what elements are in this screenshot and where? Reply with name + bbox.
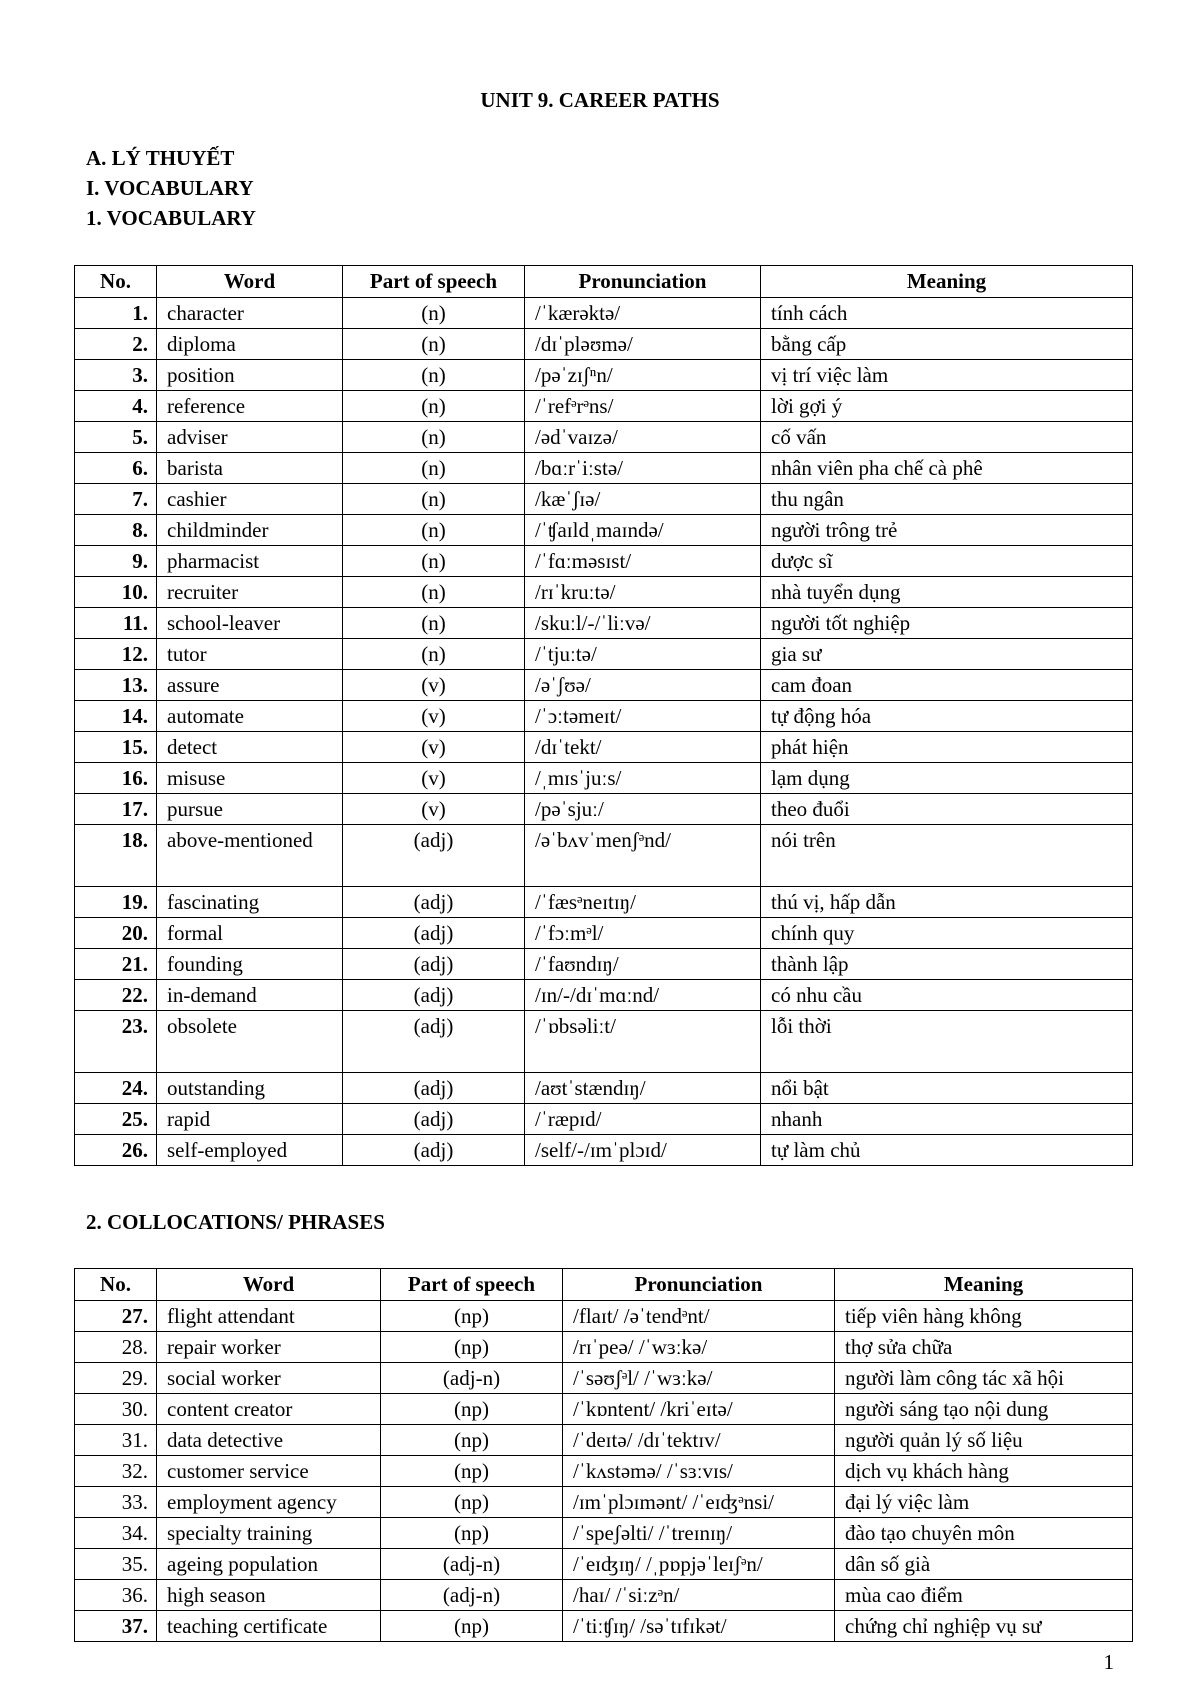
table-row [75,825,1133,887]
row-number: 6. [75,453,157,484]
row-number: 16. [75,763,157,794]
row-meaning: người tốt nghiệp [761,608,1133,639]
row-part-of-speech: (adj) [343,1104,525,1135]
row-meaning: lạm dụng [761,763,1133,794]
row-number: 9. [75,546,157,577]
table-row [75,980,1133,1011]
row-word: position [157,360,343,391]
header-meaning: Meaning [761,266,1133,298]
row-number: 36. [75,1580,157,1611]
table-row [75,1487,1133,1518]
row-pronunciation: /ˈspeʃəlti/ /ˈtreɪnɪŋ/ [563,1518,835,1549]
row-pronunciation: /ˈfæsᵊneɪtɪŋ/ [525,887,761,918]
row-part-of-speech: (adj-n) [381,1580,563,1611]
table-row [75,670,1133,701]
header-part-of-speech: Part of speech [381,1269,563,1301]
row-meaning: người quản lý số liệu [835,1425,1133,1456]
row-number: 31. [75,1425,157,1456]
row-meaning: thú vị, hấp dẫn [761,887,1133,918]
table-row [75,701,1133,732]
row-meaning: thợ sửa chữa [835,1332,1133,1363]
table-row [75,391,1133,422]
row-meaning: chứng chỉ nghiệp vụ sư [835,1611,1133,1642]
row-pronunciation: /ˈkɒntent/ /kriˈeɪtə/ [563,1394,835,1425]
row-part-of-speech: (adj) [343,980,525,1011]
row-pronunciation: /dɪˈpləʊmə/ [525,329,761,360]
row-word: school-leaver [157,608,343,639]
section-heading-vocabulary: I. VOCABULARY [86,176,254,200]
row-number: 18. [75,825,157,887]
table-row [75,484,1133,515]
table-row [75,546,1133,577]
row-number: 26. [75,1135,157,1166]
row-meaning: người trông trẻ [761,515,1133,546]
row-number: 7. [75,484,157,515]
row-meaning: mùa cao điểm [835,1580,1133,1611]
row-meaning: nhanh [761,1104,1133,1135]
row-word: self-employed [157,1135,343,1166]
row-number: 8. [75,515,157,546]
table-row [75,887,1133,918]
table-row [75,360,1133,391]
row-word: founding [157,949,343,980]
row-pronunciation: /ˈtjuːtə/ [525,639,761,670]
header-part-of-speech: Part of speech [343,266,525,298]
row-word: ageing population [157,1549,381,1580]
row-meaning: có nhu cầu [761,980,1133,1011]
row-word: rapid [157,1104,343,1135]
row-word: cashier [157,484,343,515]
row-part-of-speech: (adj-n) [381,1549,563,1580]
row-part-of-speech: (adj) [343,887,525,918]
row-part-of-speech: (n) [343,391,525,422]
row-part-of-speech: (n) [343,329,525,360]
row-word: reference [157,391,343,422]
row-part-of-speech: (np) [381,1611,563,1642]
row-pronunciation: /əˈʃʊə/ [525,670,761,701]
row-number: 10. [75,577,157,608]
row-number: 23. [75,1011,157,1073]
row-number: 35. [75,1549,157,1580]
row-word: misuse [157,763,343,794]
row-pronunciation: /ˈʧaɪldˌmaɪndə/ [525,515,761,546]
row-number: 5. [75,422,157,453]
row-part-of-speech: (np) [381,1425,563,1456]
row-pronunciation: /ɪn/-/dɪˈmɑːnd/ [525,980,761,1011]
row-pronunciation: /rɪˈkruːtə/ [525,577,761,608]
row-part-of-speech: (n) [343,422,525,453]
row-number: 19. [75,887,157,918]
row-meaning: đại lý việc làm [835,1487,1133,1518]
row-pronunciation: /flaɪt/ /əˈtendᵊnt/ [563,1301,835,1332]
row-word: character [157,298,343,329]
row-number: 11. [75,608,157,639]
row-pronunciation: /kæˈʃɪə/ [525,484,761,515]
row-part-of-speech: (np) [381,1456,563,1487]
row-pronunciation: /ədˈvaɪzə/ [525,422,761,453]
row-word: pursue [157,794,343,825]
row-word: in-demand [157,980,343,1011]
table-row [75,949,1133,980]
row-pronunciation: /skuːl/-/ˈliːvə/ [525,608,761,639]
row-pronunciation: /ˈfɔːmᵊl/ [525,918,761,949]
row-word: tutor [157,639,343,670]
row-meaning: thành lập [761,949,1133,980]
row-word: detect [157,732,343,763]
row-word: adviser [157,422,343,453]
row-part-of-speech: (n) [343,515,525,546]
row-number: 13. [75,670,157,701]
row-pronunciation: /ˈɔːtəmeɪt/ [525,701,761,732]
row-pronunciation: /ˈeɪʤɪŋ/ /ˌpɒpjəˈleɪʃᵊn/ [563,1549,835,1580]
table-row [75,1580,1133,1611]
table-row [75,453,1133,484]
row-pronunciation: /ˈdeɪtə/ /dɪˈtektɪv/ [563,1425,835,1456]
row-part-of-speech: (n) [343,577,525,608]
page-title: UNIT 9. CAREER PATHS [480,88,720,112]
table-row [75,1394,1133,1425]
row-meaning: đào tạo chuyên môn [835,1518,1133,1549]
row-part-of-speech: (v) [343,732,525,763]
row-number: 30. [75,1394,157,1425]
row-pronunciation: /pəˈzɪʃⁿn/ [525,360,761,391]
row-word: data detective [157,1425,381,1456]
collocations-table [74,1268,1133,1642]
row-word: customer service [157,1456,381,1487]
row-number: 28. [75,1332,157,1363]
row-pronunciation: /aʊtˈstændɪŋ/ [525,1073,761,1104]
row-meaning: dịch vụ khách hàng [835,1456,1133,1487]
row-word: obsolete [157,1011,343,1073]
page-number: 1 [1103,1650,1114,1674]
row-meaning: chính quy [761,918,1133,949]
table-row [75,1456,1133,1487]
table-row [75,1332,1133,1363]
row-number: 25. [75,1104,157,1135]
row-part-of-speech: (v) [343,763,525,794]
row-meaning: người làm công tác xã hội [835,1363,1133,1394]
table-row [75,515,1133,546]
row-word: teaching certificate [157,1611,381,1642]
table-row [75,918,1133,949]
table-row [75,577,1133,608]
table-row [75,298,1133,329]
row-pronunciation: /ˈsəʊʃᵊl/ /ˈwɜːkə/ [563,1363,835,1394]
row-word: outstanding [157,1073,343,1104]
row-word: employment agency [157,1487,381,1518]
row-part-of-speech: (np) [381,1487,563,1518]
table-row [75,1011,1133,1073]
header-pronunciation: Pronunciation [525,266,761,298]
row-meaning: tính cách [761,298,1133,329]
row-meaning: tự làm chủ [761,1135,1133,1166]
row-meaning: thu ngân [761,484,1133,515]
row-number: 4. [75,391,157,422]
row-number: 12. [75,639,157,670]
row-pronunciation: /bɑːrˈiːstə/ [525,453,761,484]
header-meaning: Meaning [835,1269,1133,1301]
row-meaning: dược sĩ [761,546,1133,577]
row-part-of-speech: (adj) [343,1073,525,1104]
row-number: 29. [75,1363,157,1394]
row-pronunciation: /rɪˈpeə/ /ˈwɜːkə/ [563,1332,835,1363]
row-meaning: tiếp viên hàng không [835,1301,1133,1332]
row-number: 37. [75,1611,157,1642]
header-word: Word [157,266,343,298]
row-number: 32. [75,1456,157,1487]
row-meaning: nhà tuyển dụng [761,577,1133,608]
table-row [75,608,1133,639]
row-pronunciation: /ˈræpɪd/ [525,1104,761,1135]
row-part-of-speech: (n) [343,608,525,639]
row-number: 34. [75,1518,157,1549]
row-meaning: dân số già [835,1549,1133,1580]
subsection-heading-collocations: 2. COLLOCATIONS/ PHRASES [86,1210,385,1234]
row-word: childminder [157,515,343,546]
table-row [75,1611,1133,1642]
row-number: 33. [75,1487,157,1518]
row-part-of-speech: (v) [343,794,525,825]
table-row [75,794,1133,825]
row-number: 22. [75,980,157,1011]
row-meaning: người sáng tạo nội dung [835,1394,1133,1425]
row-part-of-speech: (adj) [343,918,525,949]
row-part-of-speech: (n) [343,484,525,515]
row-word: formal [157,918,343,949]
row-part-of-speech: (adj) [343,949,525,980]
row-word: content creator [157,1394,381,1425]
row-number: 15. [75,732,157,763]
row-word: social worker [157,1363,381,1394]
row-pronunciation: /pəˈsjuː/ [525,794,761,825]
row-meaning: tự động hóa [761,701,1133,732]
row-part-of-speech: (np) [381,1394,563,1425]
table-row [75,329,1133,360]
row-number: 3. [75,360,157,391]
row-meaning: cam đoan [761,670,1133,701]
vocabulary-table [74,265,1133,1166]
row-meaning: nổi bật [761,1073,1133,1104]
row-pronunciation: /ˈɒbsəliːt/ [525,1011,761,1073]
row-word: recruiter [157,577,343,608]
table-row [75,1073,1133,1104]
row-part-of-speech: (v) [343,701,525,732]
row-word: repair worker [157,1332,381,1363]
row-word: high season [157,1580,381,1611]
row-pronunciation: /haɪ/ /ˈsiːzᵊn/ [563,1580,835,1611]
row-pronunciation: /dɪˈtekt/ [525,732,761,763]
row-meaning: lỗi thời [761,1011,1133,1073]
row-number: 1. [75,298,157,329]
row-pronunciation: /ˈfɑːməsɪst/ [525,546,761,577]
row-pronunciation: /ˈfaʊndɪŋ/ [525,949,761,980]
row-word: barista [157,453,343,484]
row-meaning: phát hiện [761,732,1133,763]
table-row [75,1104,1133,1135]
row-part-of-speech: (adj) [343,1135,525,1166]
row-pronunciation: /ɪmˈplɔɪmənt/ /ˈeɪʤᵊnsi/ [563,1487,835,1518]
section-heading-theory: A. LÝ THUYẾT [86,146,235,170]
row-pronunciation: /ˈkʌstəmə/ /ˈsɜːvɪs/ [563,1456,835,1487]
table-row [75,763,1133,794]
row-number: 14. [75,701,157,732]
header-pronunciation: Pronunciation [563,1269,835,1301]
table-row [75,1301,1133,1332]
table-row [75,1363,1133,1394]
table-row [75,639,1133,670]
row-meaning: vị trí việc làm [761,360,1133,391]
row-pronunciation: /self/-/ɪmˈplɔɪd/ [525,1135,761,1166]
table-row [75,1135,1133,1166]
row-pronunciation: /ˈkærəktə/ [525,298,761,329]
row-meaning: cố vấn [761,422,1133,453]
table-row [75,1425,1133,1456]
row-word: above-mentioned [157,825,343,887]
row-part-of-speech: (n) [343,639,525,670]
row-part-of-speech: (np) [381,1518,563,1549]
header-no: No. [75,1269,157,1301]
table-row [75,1549,1133,1580]
row-word: assure [157,670,343,701]
row-meaning: gia sư [761,639,1133,670]
row-part-of-speech: (np) [381,1332,563,1363]
table-row [75,732,1133,763]
row-meaning: nhân viên pha chế cà phê [761,453,1133,484]
row-number: 17. [75,794,157,825]
row-pronunciation: /ˌmɪsˈjuːs/ [525,763,761,794]
row-number: 27. [75,1301,157,1332]
row-part-of-speech: (v) [343,670,525,701]
row-part-of-speech: (adj) [343,825,525,887]
row-word: flight attendant [157,1301,381,1332]
row-word: pharmacist [157,546,343,577]
row-word: specialty training [157,1518,381,1549]
header-word: Word [157,1269,381,1301]
table-row [75,1518,1133,1549]
row-word: diploma [157,329,343,360]
row-word: fascinating [157,887,343,918]
subsection-heading-vocabulary: 1. VOCABULARY [86,206,256,230]
table-row [75,422,1133,453]
row-part-of-speech: (np) [381,1301,563,1332]
row-part-of-speech: (n) [343,546,525,577]
row-part-of-speech: (n) [343,298,525,329]
row-part-of-speech: (n) [343,360,525,391]
row-pronunciation: /ˈtiːʧɪŋ/ /səˈtɪfɪkət/ [563,1611,835,1642]
row-meaning: bằng cấp [761,329,1133,360]
row-word: automate [157,701,343,732]
row-part-of-speech: (adj-n) [381,1363,563,1394]
row-meaning: nói trên [761,825,1133,887]
header-no: No. [75,266,157,298]
table-header-row [75,266,1133,298]
row-meaning: lời gợi ý [761,391,1133,422]
row-number: 2. [75,329,157,360]
row-number: 20. [75,918,157,949]
row-pronunciation: /əˈbʌvˈmenʃᵊnd/ [525,825,761,887]
row-number: 24. [75,1073,157,1104]
row-number: 21. [75,949,157,980]
row-meaning: theo đuổi [761,794,1133,825]
row-pronunciation: /ˈrefᵊrᵊns/ [525,391,761,422]
table-header-row [75,1269,1133,1301]
row-part-of-speech: (n) [343,453,525,484]
row-part-of-speech: (adj) [343,1011,525,1073]
